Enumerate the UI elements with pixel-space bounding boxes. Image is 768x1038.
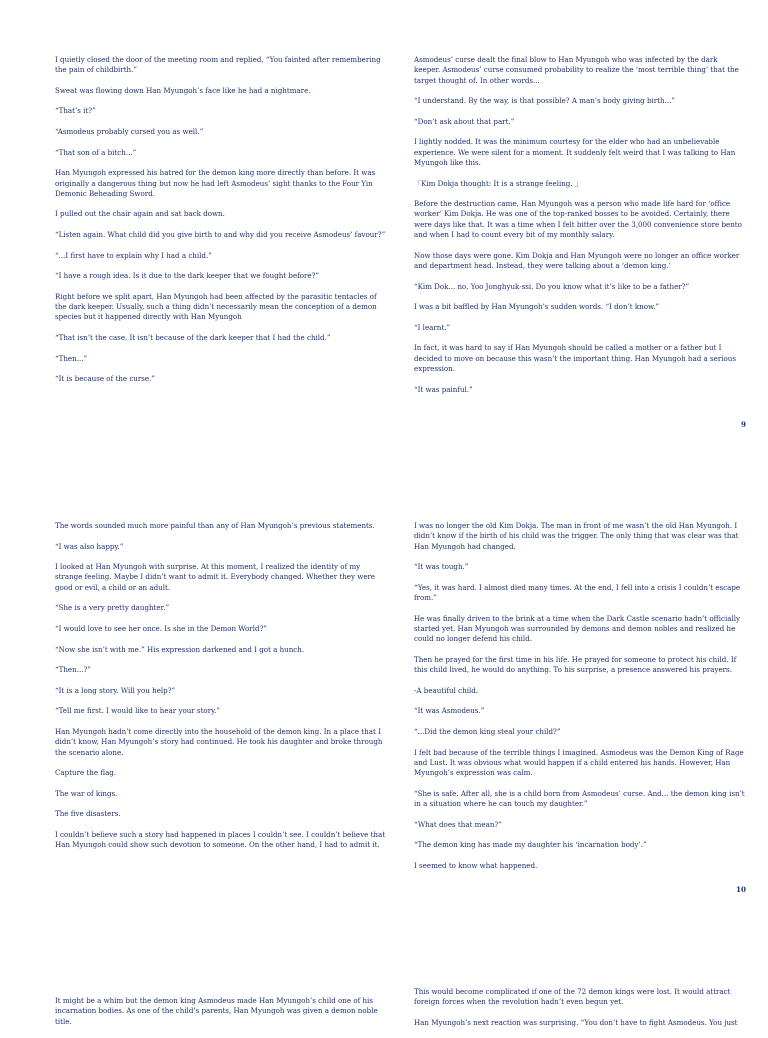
paragraph: “Then...” — [55, 353, 88, 363]
paragraph: “It is because of the curse.” — [55, 374, 155, 384]
paragraph: Before the destruction came, Han Myungoh was a person who made life hard for ‘office worker’ Kim Dokja. He was one of the top-ranked bosses to be avoided. Certainly, there were days like that. It was a time when I felt bitter over the 3,000 convenience store bento and when I had to count every bit of my monthly salary. — [414, 199, 742, 240]
paragraph: “That isn’t the case. It isn’t because of the dark keeper that I had the child.” — [55, 333, 331, 343]
page11-left-column — [55, 996, 387, 1037]
paragraph: Then he prayed for the first time in his life. He prayed for someone to protect his child. If this child lived, he would do anything. To his surprise, a presence answered his prayers. — [414, 654, 737, 675]
paragraph: “...I first have to explain why I had a child.” — [55, 250, 212, 260]
paragraph: “It was Asmodeus.” — [414, 706, 485, 716]
paragraph: “I was also happy.” — [55, 541, 124, 551]
paragraph: I looked at Han Myungoh with surprise. At this moment, I realized the identity of my strange feeling. Maybe I didn’t want to admit it. Everybody changed. Whether they were good or evil, a child or an adult. — [55, 562, 376, 592]
paragraph: “I learnt.” — [414, 322, 451, 332]
paragraph: 「Kim Dokja thought: It is a strange feeling. 」 — [414, 178, 582, 188]
paragraph: In fact, it was hard to say if Han Myungoh should be called a mother or a father but I decided to move on because this wasn’t the important thing. Han Myungoh had a serious expression. — [414, 343, 736, 373]
page-number: 10 — [735, 885, 746, 894]
paragraph: He was finally driven to the brink at a time when the Dark Castle scenario hadn’t officially started yet. Han Myungoh was surrounded by demons and demon nobles and realized he could no longer defend his child. — [414, 613, 741, 644]
paragraph: “I would love to see her once. Is she in the Demon World?” — [55, 623, 268, 633]
paragraph: I pulled out the chair again and sat back down. — [55, 209, 225, 219]
paragraph: I couldn’t believe such a story had happened in places I couldn’t see. I couldn’t believe that Han Myungoh could show such devotion to someone. On the other hand, I had to admit it. — [55, 829, 386, 850]
paragraph: Now those days were gone. Kim Dokja and Han Myungoh were no longer an office worker and department head. Instead, they were talking about a ‘demon king.’ — [414, 250, 740, 270]
paragraph: “Asmodeus probably cursed you as well.” — [55, 127, 204, 137]
paragraph: “I understand. By the way, is that possible? A man’s body giving birth...” — [414, 96, 675, 106]
page9-right-column — [414, 55, 746, 405]
paragraph: “It was tough.” — [414, 562, 469, 572]
paragraph: Asmodeus’ curse dealt the final blow to Han Myungoh who was infected by the dark keeper. Asmodeus’ curse consumed probability to realize the ‘most terrible thing’ that the target thought of. In other words... — [414, 55, 739, 85]
paragraph: Han Myungoh hadn’t come directly into the household of the demon king. In a place that I didn’t know, Han Myungoh’s story had continued. He took his daughter and broke through the scenario alone. — [55, 726, 383, 757]
paragraph: “Yes, it was hard. I almost died many times. At the end, I fell into a crisis I couldn’t escape from.” — [414, 582, 741, 603]
page11-right-column — [414, 987, 746, 1038]
page-number: 9 — [740, 420, 746, 429]
paragraph: I lightly nodded. It was the minimum courtesy for the elder who had an unbelievable experience. We were silent for a moment. It suddenly felt weird that I was talking to Han Myungoh like this. — [414, 137, 736, 167]
paragraph: It might be a whim but the demon king Asmodeus made Han Myungoh’s child one of his incarnation bodies. As one of the child’s parents, Han Myungoh was given a demon noble title. — [55, 996, 378, 1026]
paragraph: I felt bad because of the terrible things I imagined. Asmodeus was the Demon King of Rage and Lust. It was obvious what would happen if a child entered his hands. However, Han Myungoh’s expression was calm. — [414, 747, 744, 778]
paragraph: “Don’t ask about that part.” — [414, 116, 515, 126]
paragraph: “She is a very pretty daughter.” — [55, 603, 170, 613]
paragraph: Sweat was flowing down Han Myungoh’s face like he had a nightmare. — [55, 85, 311, 95]
paragraph: “Tell me first. I would like to hear your story.” — [55, 706, 221, 716]
paragraph: “It is a long story. Will you help?” — [55, 685, 176, 695]
paragraph: Capture the flag. — [55, 768, 117, 778]
paragraph: Right before we split apart, Han Myungoh had been affected by the parasitic tentacles of the dark keeper. Usually, such a thing didn’t necessarily mean the conception of a demon species but it happened directly with Han Myungoh — [55, 291, 377, 322]
paragraph: “Kim Dok... no, Yoo Jonghyuk-ssi. Do you know what it’s like to be a father?” — [414, 281, 690, 291]
paragraph: “What does that mean?” — [414, 819, 502, 829]
paragraph: I was no longer the old Kim Dokja. The man in front of me wasn’t the old Han Myungoh. I didn’t know if the birth of his child was the trigger. The only thing that was clear was that Han Myungoh had changed. — [414, 521, 739, 551]
paragraph: Han Myungoh expressed his hatred for the demon king more directly than before. It was originally a dangerous thing but now he had left Asmodeus’ sight thanks to the Four Yin Demonic Beheading Sword. — [55, 168, 376, 198]
paragraph: I was a bit baffled by Han Myungoh’s sudden words. “I don’t know.” — [414, 302, 660, 312]
page10-right-column — [414, 521, 746, 881]
paragraph: “Now she isn’t with me.” His expression darkened and I got a hunch. — [55, 644, 305, 654]
paragraph: “That’s it?” — [55, 106, 96, 116]
paragraph: -A beautiful child. — [414, 685, 479, 695]
paragraph: I quietly closed the door of the meeting room and replied, “You fainted after remembering the pain of childbirth.” — [55, 55, 381, 75]
paragraph: “Then...?” — [55, 665, 91, 675]
paragraph: “...Did the demon king steal your child?” — [414, 726, 561, 736]
paragraph: “She is safe. After all, she is a child born from Asmodeus’ curse. And... the demon king isn’t in a situation where he can touch my daughter.” — [414, 788, 745, 809]
page10-left-column — [55, 521, 387, 861]
paragraph: “The demon king has made my daughter his ‘incarnation body’.” — [414, 840, 647, 850]
paragraph: Han Myungoh’s next reaction was surprising. “You don’t have to fight Asmodeus. You just — [414, 1017, 738, 1027]
paragraph: The war of kings. — [55, 788, 118, 798]
paragraph: “I have a rough idea. Is it due to the dark keeper that we fought before?” — [55, 271, 320, 281]
page9-left-column — [55, 55, 387, 395]
paragraph: I seemed to know what happened. — [414, 860, 538, 870]
paragraph: The words sounded much more painful than any of Han Myungoh’s previous statements. — [55, 521, 375, 530]
paragraph: This would become complicated if one of the 72 demon kings were lost. It would attract foreign forces when the revolution hadn’t even begun yet. — [414, 987, 731, 1007]
paragraph: “That son of a bitch...” — [55, 147, 137, 157]
paragraph: “It was painful.” — [414, 384, 473, 394]
paragraph: “Listen again. What child did you give birth to and why did you receive Asmodeus’ favour?” — [55, 230, 386, 240]
paragraph: The five disasters. — [55, 809, 121, 819]
